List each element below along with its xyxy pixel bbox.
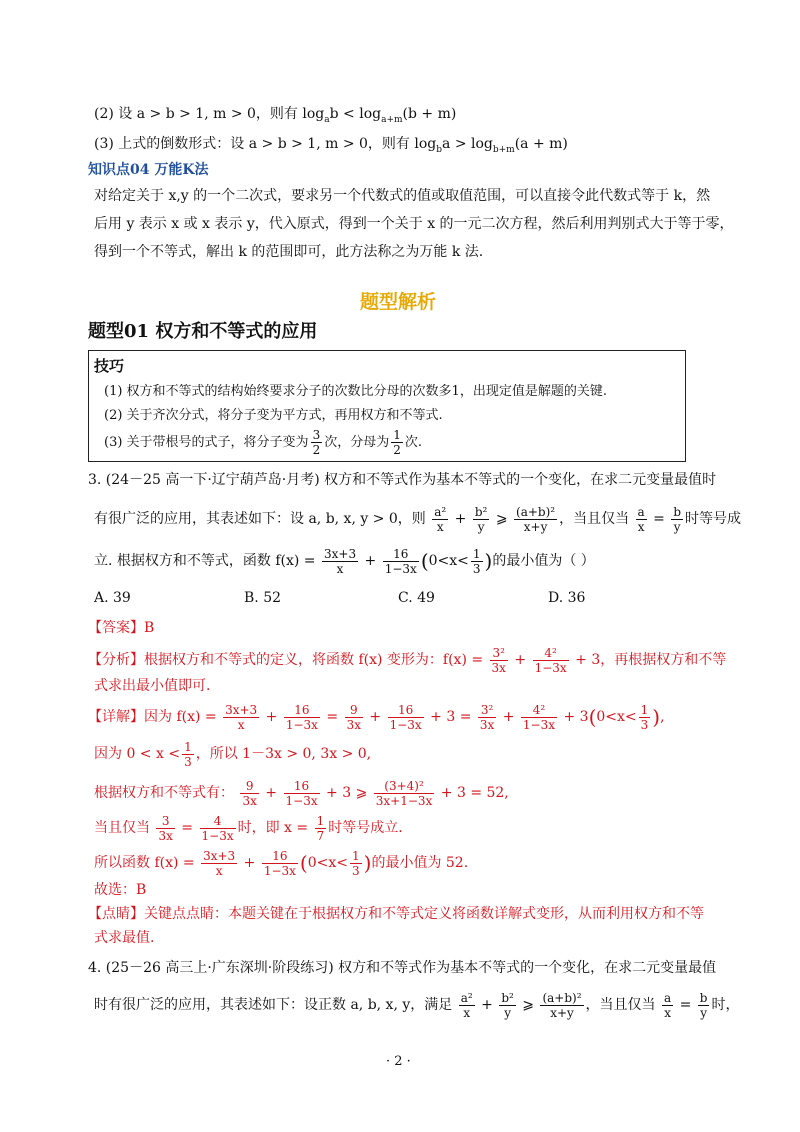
option-c: C. 49 xyxy=(398,590,435,606)
kp04-line-1: 对给定关于 x,y 的一个二次式，要求另一个代数式的值或取值范围，可以直接令此代数式等于 k，然 xyxy=(94,188,711,204)
tip-3: (3) 关于带根号的式子，将分子变为 $\frac{3}{2}$ 次，分母为 $\frac{1}{2}$ 次. xyxy=(104,428,422,457)
q3-detail-3: 根据权方和不等式有： $\frac{9}{3x}$ + $\frac{16}{1-3x}$ + 3 ⩾ $\frac{\text{(3+4)²}}{3x+1-3x}$ + 3 = 52, xyxy=(94,778,509,808)
option-a: A. 39 xyxy=(94,590,131,606)
q3-answer: 【答案】B xyxy=(88,620,155,636)
kp04-line-2: 后用 y 表示 x 或 x 表示 y，代入原式，得到一个关于 x 的一元二次方程，然后利用判别式大于等于零， xyxy=(94,216,734,232)
page-number: · 2 · xyxy=(386,1054,411,1069)
option-d: D. 36 xyxy=(548,590,586,606)
q3-detail-1: 【详解】因为 f(x) = $\frac{3x+3}{x}$ + $\frac{16}{1-3x}$ = $\frac{9}{3x}$ + $\frac{16}{1-3x}$ + 3 = $\frac{\text{3²}}{3x}$ + $\frac{\text{4²}}{1-3x}$ + 3(0<x< $\frac{1}{3}$ ), xyxy=(88,702,665,732)
q3-detail-4: 当且仅当 $\frac{3}{3x}$ = $\frac{4}{1-3x}$ 时，即 x = $\frac{1}{7}$ 时等号成立. xyxy=(94,813,403,843)
q3-line-2: 有很广泛的应用，其表述如下：设 a, b, x, y > 0，则 $\frac{\text{a²}}{x}$ + $\frac{\text{b²}}{y}$ ⩾ $\frac{\text{(a+b)²}}{x+y}$ ，当且仅当 $\frac{a}{x}$ = $\frac{b}{y}$ 时等号成 xyxy=(94,504,742,534)
q3-detail-2: 因为 0 < x < $\frac{1}{3}$ ，所以 1－3x > 0, 3x > 0, xyxy=(94,739,372,769)
tip-1: (1) 权方和不等式的结构始终要求分子的次数比分母的次数多1，出现定值是解题的关键. xyxy=(104,384,607,399)
q3-detail-5: 所以函数 f(x) = $\frac{3x+3}{x}$ + $\frac{16}{1-3x}$ (0<x< $\frac{1}{3}$ )的最小值为 52. xyxy=(94,848,469,878)
intro-item-2: (2) 设 a > b > 1, m > 0，则有 $\log_ab < \log_{a+m}(b + m)$ xyxy=(94,106,457,125)
q3-note-1: 【点睛】关键点点睛：本题关键在于根据权方和不等式定义将函数详解式变形，从而利用权方和不等 xyxy=(88,906,704,922)
tip-2: (2) 关于齐次分式，将分子变为平方式，再用权方和不等式. xyxy=(104,408,443,423)
q3-analysis-2: 式求出最小值即可. xyxy=(94,678,211,694)
tips-title: 技巧 xyxy=(94,357,125,375)
section-title: 题型解析 xyxy=(360,291,437,313)
intro-item-3: (3) 上式的倒数形式：设 a > b > 1, m > 0，则有 $\log_ba > \log_{b+m}(a + m)$ xyxy=(94,136,568,155)
q3-line-1: 3. (24－25 高一下·辽宁葫芦岛·月考) 权方和不等式作为基本不等式的一个变化，在求二元变量最值时 xyxy=(88,472,717,488)
section-subtitle: 题型01 权方和不等式的应用 xyxy=(88,321,318,342)
q3-line-3: 立. 根据权方和不等式，函数 f(x) = $\frac{3x+3}{x}$ + $\frac{16}{1-3x}$ (0<x< $\frac{1}{3}$ )的最小值为（ ） xyxy=(94,546,595,576)
q3-choose: 故选：B xyxy=(94,882,147,898)
kp04-line-3: 得到一个不等式，解出 k 的范围即可，此方法称之为万能 k 法. xyxy=(94,244,484,260)
q4-line-1: 4. (25－26 高三上·广东深圳·阶段练习) 权方和不等式作为基本不等式的一个变化，在求二元变量最值 xyxy=(88,960,717,976)
q3-analysis: 【分析】根据权方和不等式的定义，将函数 f(x) 变形为：f(x) = $\frac{\text{3²}}{3x}$ + $\frac{\text{4²}}{1-3x}$ + 3，再根据权方和不等 xyxy=(88,645,727,675)
kp04-title: 知识点04 万能K法 xyxy=(88,162,209,178)
option-b: B. 52 xyxy=(244,590,282,606)
q4-line-2: 时有很广泛的应用，其表述如下：设正数 a, b, x, y，满足 $\frac{\text{a²}}{x}$ + $\frac{\text{b²}}{y}$ ⩾ $\frac{\text{(a+b)²}}{x+y}$ ，当且仅当 $\frac{a}{x}$ = $\frac{b}{y}$ 时， xyxy=(94,990,740,1020)
q3-note-2: 式求最值. xyxy=(94,930,155,946)
